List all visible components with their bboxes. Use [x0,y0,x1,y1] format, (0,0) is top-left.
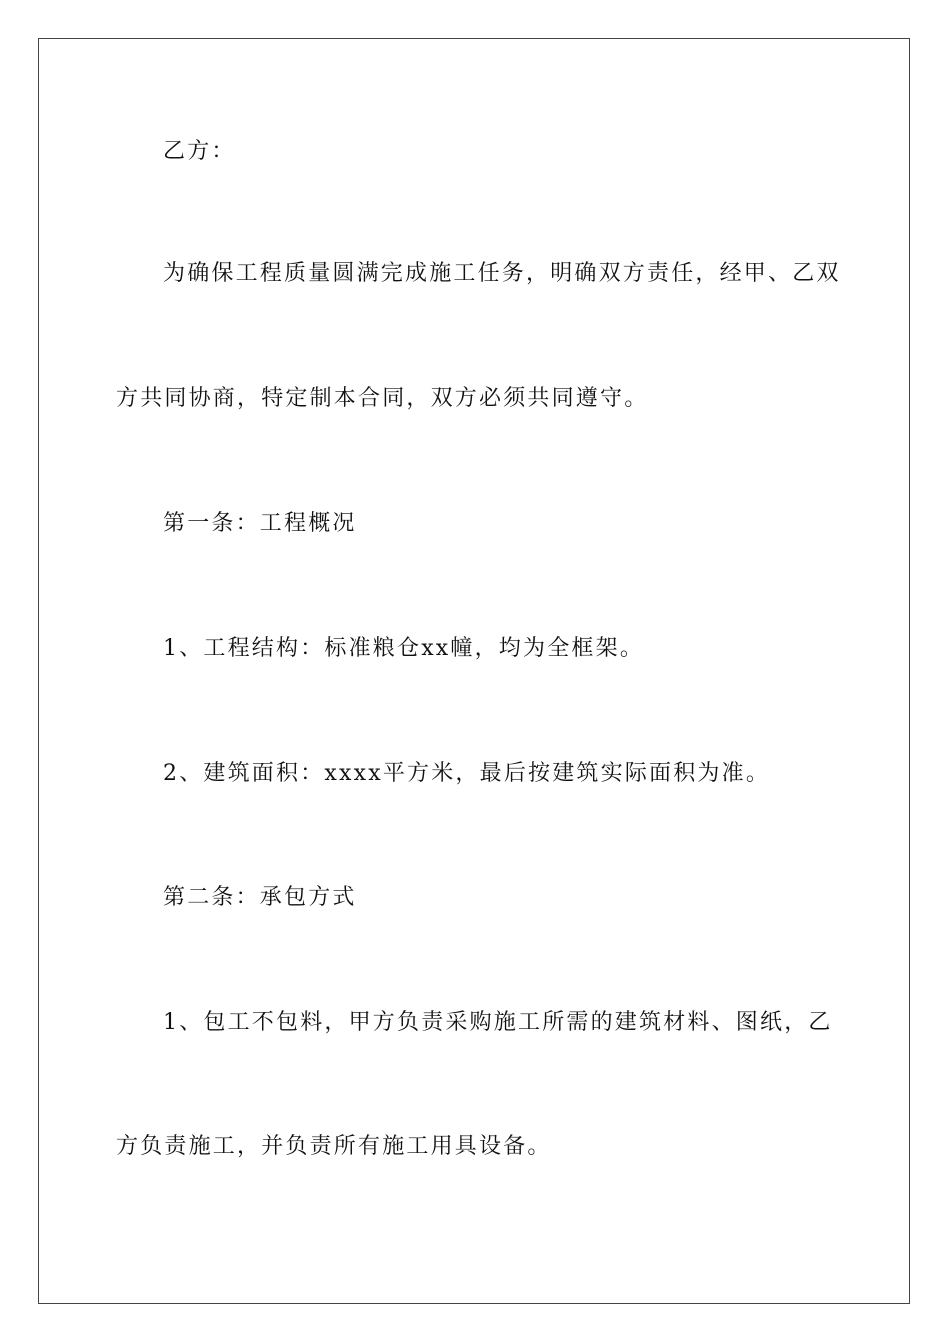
page-border [38,38,910,1304]
article-1-item-2: 2、建筑面积：xxxx平方米，最后按建筑实际面积为准。 [163,761,771,786]
article-1-heading: 第一条：工程概况 [163,511,357,536]
article-2-item-1-line-2: 方负责施工，并负责所有施工用具设备。 [116,1134,552,1159]
article-1-item-1: 1、工程结构：标准粮仓xx幢，均为全框架。 [163,636,645,661]
preamble-line-2: 方共同协商，特定制本合同，双方必须共同遵守。 [116,386,649,411]
article-2-heading: 第二条：承包方式 [163,885,357,910]
party-b-label: 乙方： [163,139,236,164]
article-2-item-1-line-1: 1、包工不包料，甲方负责采购施工所需的建筑材料、图纸，乙 [163,1010,833,1035]
preamble-line-1: 为确保工程质量圆满完成施工任务，明确双方责任，经甲、乙双 [163,261,841,286]
